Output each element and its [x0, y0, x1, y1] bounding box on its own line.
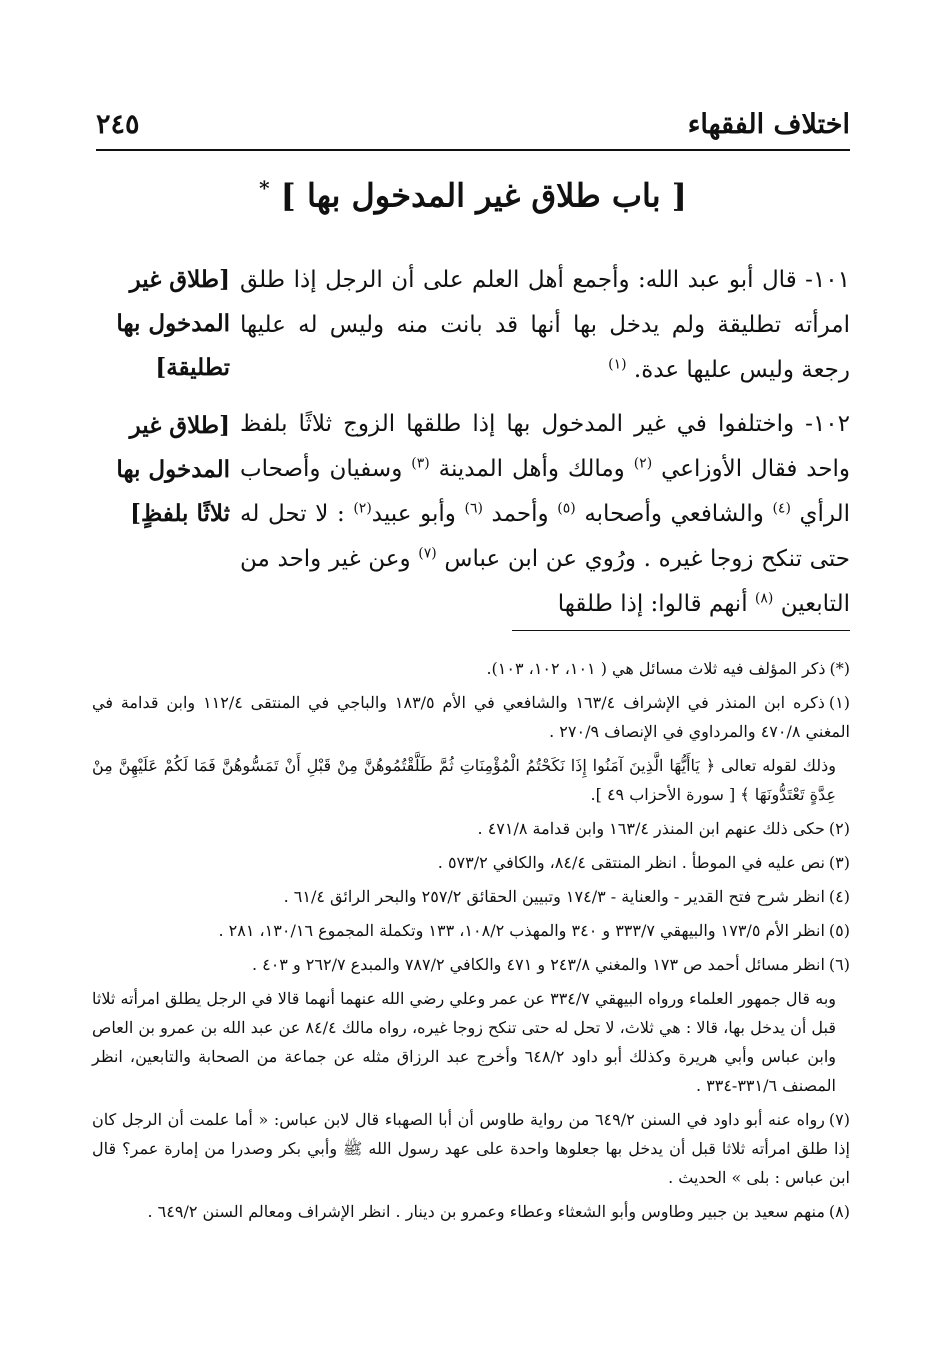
footnote-2 — [92, 814, 850, 843]
paragraph-text: ١٠١- قال أبو عبد الله: وأجمع أهل العلم على أن الرجل إذا طلق امرأته تطليقة ولم يدخل بها أنها قد بانت منه وليس له عليها رجعة وليس عليها عدة. — [240, 267, 850, 383]
paragraph-102 — [240, 402, 850, 627]
chapter-title — [96, 176, 850, 215]
footnote-text: نص عليه في الموطأ . انظر المنتقى ٨٤/٤، والكافي ٥٧٣/٢ . — [437, 853, 825, 872]
book-title: اختلاف الفقهاء — [687, 109, 850, 140]
footnote-text: ذكر المؤلف فيه ثلاث مسائل هي ( ١٠١، ١٠٢، ١٠٣). — [486, 659, 826, 678]
paragraph-101 — [240, 258, 850, 393]
footnote-text: انظر شرح فتح القدير - والعناية - ١٧٤/٣ وتبيين الحقائق ٢٥٧/٢ والبحر الرائق ٦١/٤ . — [283, 887, 825, 906]
footnotes — [92, 654, 850, 1231]
footnote-1 — [92, 688, 850, 746]
margin-note-102: [طلاق غير المدخول بها ثلاثًا بلفظٍ] — [116, 412, 230, 527]
footnote-5 — [92, 916, 850, 945]
paragraph-text: ومالك وأهل المدينة — [438, 456, 625, 482]
footnote-ref[interactable]: (٦) — [464, 500, 483, 517]
footnote-text: حكى ذلك عنهم ابن المنذر ١٦٣/٤ وابن قدامة ٤٧١/٨ . — [477, 819, 825, 838]
footnote-number: (٢) — [828, 819, 850, 838]
page-number: ٢٤٥ — [96, 109, 140, 140]
footnote-ref[interactable]: (١) — [608, 356, 627, 373]
chapter-footnote-mark: * — [259, 176, 270, 200]
footnote-ref[interactable]: (٥) — [557, 500, 576, 517]
paragraph-text: وسفيان وأصحاب الرأي — [240, 456, 851, 527]
footnote-8 — [92, 1197, 850, 1226]
footnote-number: (٦) — [828, 955, 850, 974]
paragraph-text: وأبو عبيد — [371, 501, 456, 527]
footnote-text: منهم سعيد بن جبير وطاوس وأبو الشعثاء وعطاء وعمرو بن دينار . انظر الإشراف ومعالم السنن ٦٤٩/٢ . — [147, 1202, 825, 1221]
header-rule — [96, 149, 850, 151]
margin-note-101: [طلاق غير المدخول بها تطليقة] — [116, 266, 230, 381]
footnote-text: رواه عنه أبو داود في السنن ٦٤٩/٢ من رواية طاوس أن أبا الصهباء قال لابن عباس: « أما علمت أن الرجل كان إذا طلق امرأته ثلاثا قبل أن يدخل بها جعلوها واحدة على عهد رسول الله ﷺ وأبي بكر وصدرا من إمارة عمر؟ قال ابن عباس : بلى » الحديث . — [92, 1110, 850, 1187]
footnote-number: (١) — [828, 693, 851, 712]
paragraph-text: ١٠٢- واختلفوا في غير المدخول بها إذا طلقها الزوج ثلاثًا بلفظ واحد فقال الأوزاعي — [240, 411, 851, 482]
paragraph-text: وعن غير واحد من التابعين — [240, 546, 850, 617]
paragraph-text: والشافعي وأصحابه — [584, 501, 764, 527]
footnote-1-continuation: وذلك لقوله تعالى ﴿ يَاأَيُّهَا الَّذِينَ آمَنُوا إِذَا نَكَحْتُمُ الْمُؤْمِنَاتِ ثُمَّ طَلَّقْتُمُوهُنَّ مِنْ قَبْلِ أَنْ تَمَسُّوهُنَّ فَمَا لَكُمْ عَلَيْهِنَّ مِنْ عِدَّةٍ تَعْتَدُّونَهَا ﴾ [ سورة الأحزاب ٤٩ ]. — [92, 756, 836, 804]
running-head — [96, 96, 850, 140]
footnote-text: انظر مسائل أحمد ص ١٧٣ والمغني ٢٤٣/٨ و ٤٧١ والكافي ٧٨٧/٢ والمبدع ٢٦٢/٧ و ٤٠٣ . — [251, 955, 825, 974]
footnote-number: (٨) — [828, 1202, 850, 1221]
footnote-rule — [512, 630, 850, 631]
footnote-number: (٣) — [828, 853, 850, 872]
chapter-title-text: [ باب طلاق غير المدخول بها ] — [280, 176, 687, 215]
footnote-7 — [92, 1105, 850, 1192]
footnote-ref[interactable]: (٤) — [772, 500, 791, 517]
footnote-text: انظر الأم ١٧٣/٥ والبيهقي ٣٣٣/٧ و ٣٤٠ والمهذب ١٠٨/٢، ١٣٣ وتكملة المجموع ١٣٠/١٦، ٢٨١ . — [218, 921, 825, 940]
paragraph-text: أنهم قالوا: إذا طلقها — [557, 591, 748, 617]
footnote-number: (٧) — [828, 1110, 851, 1129]
paragraph-text: : لا تحل له حتى تنكح زوجا غيره . ورُوي عن ابن عباس — [240, 501, 851, 572]
paragraph-text: وأحمد — [491, 501, 549, 527]
footnote-star — [92, 654, 850, 683]
footnote-3 — [92, 848, 850, 877]
footnote-ref[interactable]: (٧) — [418, 545, 437, 562]
footnote-number: (٤) — [828, 887, 850, 906]
footnote-6 — [92, 950, 850, 979]
footnote-number: (٥) — [828, 921, 850, 940]
footnote-ref[interactable]: (٢) — [353, 500, 372, 517]
footnote-text: ذكره ابن المنذر في الإشراف ١٦٣/٤ والشافعي في الأم ١٨٣/٥ والباجي في المنتقى ١١٢/٤ وابن قدامة في المغني ٤٧٠/٨ والمرداوي في الإنصاف ٢٧٠/٩ . — [92, 693, 850, 741]
footnote-6-continuation: وبه قال جمهور العلماء ورواه البيهقي ٣٣٤/٧ عن عمر وعلي رضي الله عنهما أنهما قالا في الرجل يطلق امرأته ثلاثا قبل أن يدخل بها، قالا : هي ثلاث، لا تحل له حتى تنكح زوجا غيره، رواه مالك ٨٤/٤ عن عبد الله بن عمرو بن العاص وابن عباس وأبي هريرة وكذلك أبو داود ٦٤٨/٢ وأخرج عبد الرزاق مثله عن جماعة من الصحابة والتابعين، انظر المصنف ٣٣١/٦-٣٣٤ . — [92, 989, 836, 1095]
footnote-ref[interactable]: (٢) — [633, 455, 653, 472]
footnote-number: (*) — [829, 659, 850, 678]
footnote-4 — [92, 882, 850, 911]
footnote-ref[interactable]: (٣) — [411, 455, 430, 472]
footnote-ref[interactable]: (٨) — [754, 590, 774, 607]
